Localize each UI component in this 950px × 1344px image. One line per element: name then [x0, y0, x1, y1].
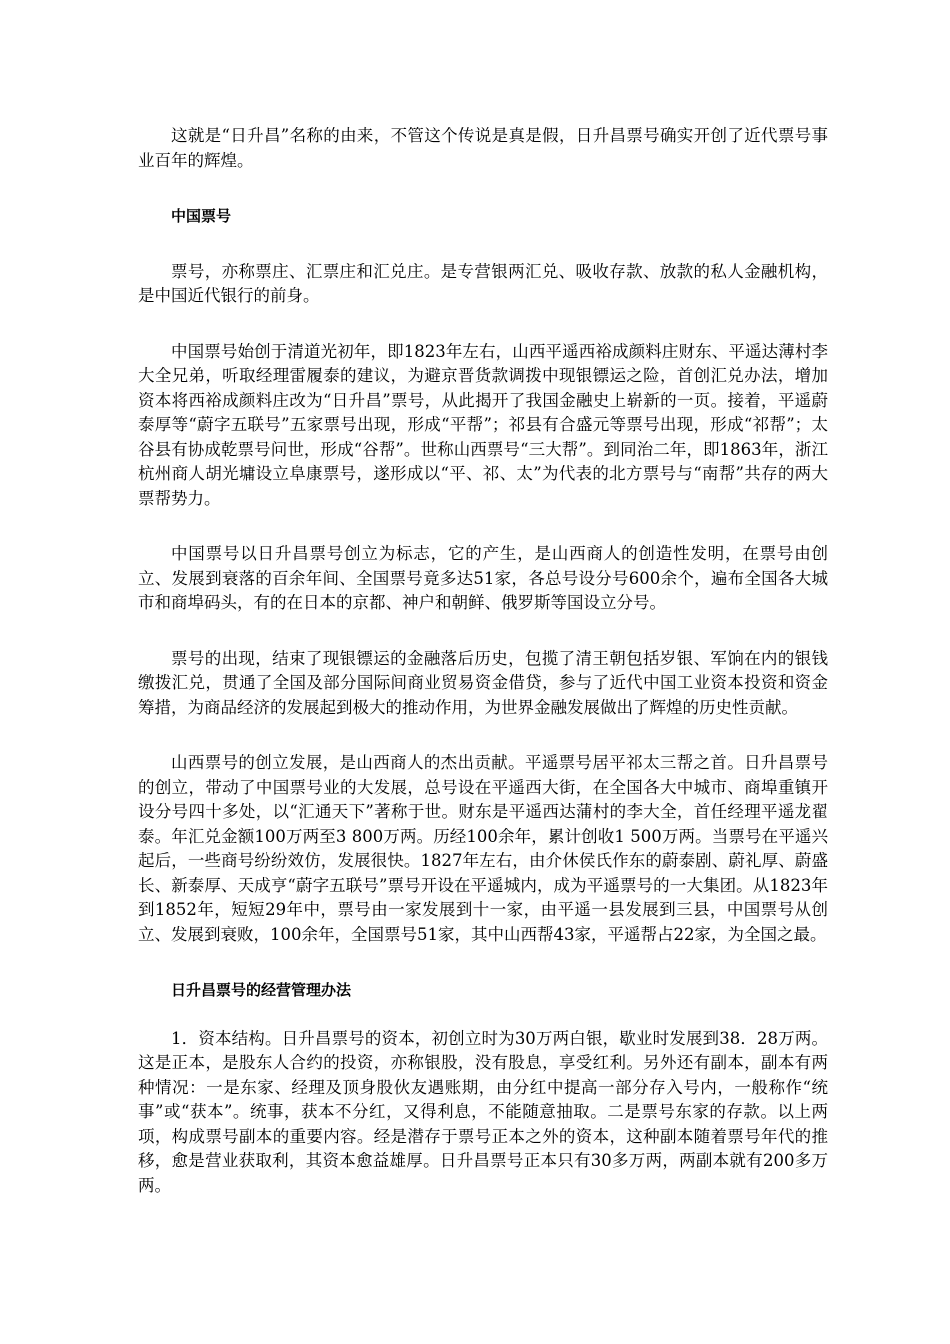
body-paragraph: 1．资本结构。日升昌票号的资本，初创立时为30万两白银，歇业时发展到38．28万两。这是正本，是股东人合约的投资，亦称银股，没有股息，享受红利。另外还有副本，副本有两种情况：一是东家、经理及顶身股伙友遇账期，由分红中提高一部分存入号内，一般称作“统事”或“获本”。统事，获本不分红，又得利息，不能随意抽取。二是票号东家的存款。以上两项，构成票号副本的重要内容。经是潜存于票号正本之外的资本，这种副本随着票号年代的推移，愈是营业获取利，其资本愈益雄厚。日升昌票号正本只有30多万两，两副本就有200多万两。 — [138, 1028, 828, 1195]
body-paragraph: 山西票号的创立发展，是山西商人的杰出贡献。平遥票号居平祁太三帮之首。日升昌票号的创立，带动了中国票号业的大发展，总号设在平遥西大街，在全国各大中城市、商埠重镇开设分号四十多处，以“汇通天下”著称于世。财东是平遥西达蒲村的李大全，首任经理平遥龙翟泰。年汇兑金额100万两至3 800万两。历经100余年，累计创收1 500万两。当票号在平遥兴起后，一些商号纷纷效仿，发展很快。1827年左右，由介休侯氏作东的蔚泰剧、蔚礼厚、蔚盛长、新泰厚、天成亨“蔚字五联号”票号开设在平遥城内，成为平遥票号的一大集团。从1823年到1852年，短短29年中，票号由一家发展到十一家，由平遥一县发展到三县，中国票号从创立、发展到衰败，100余年，全国票号51家，其中山西帮43家，平遥帮占22家，为全国之最。 — [138, 753, 828, 944]
paragraph-gap — [138, 229, 828, 260]
paragraph-gap — [138, 1003, 828, 1027]
intro-paragraph: 这就是“日升昌”名称的由来，不管这个传说是真是假，日升昌票号确实开创了近代票号事业百年的辉煌。 — [138, 126, 828, 170]
paragraph-gap — [138, 616, 828, 647]
body-paragraph: 中国票号以日升昌票号创立为标志，它的产生，是山西商人的创造性发明，在票号由创立、发展到衰落的百余年间、全国票号竟多达51家，各总号设分号600余个，遍布全国各大城市和商埠码头，有的在日本的京都、神户和朝鲜、俄罗斯等国设立分号。 — [138, 544, 828, 612]
paragraph-gap — [138, 309, 828, 340]
body-paragraph: 中国票号始创于清道光初年，即1823年左右，山西平遥西裕成颜料庄财东、平遥达薄村李大全兄弟，听取经理雷履泰的建议，为避京晋货款调拨中现银镖运之险，首创汇兑办法，增加资本将西裕成颜料庄改为“日升昌”票号，从此揭开了我国金融史上崭新的一页。接着，平遥蔚泰厚等“蔚字五联号”五家票号出现，形成“平帮”；祁县有合盛元等票号出现，形成“祁帮”；太谷县有协成乾票号问世，形成“谷帮”。世称山西票号“三大帮”。到同治二年，即1863年，浙江杭州商人胡光墉设立阜康票号，遂形成以“平、祁、太”为代表的北方票号与“南帮”共存的两大票帮势力。 — [138, 341, 828, 508]
body-paragraph: 票号的出现，结束了现银镖运的金融落后历史，包揽了清王朝包括岁银、军饷在内的银钱缴拨汇兑，贯通了全国及部分国际间商业贸易资金借贷，参与了近代中国工业资本投资和资金筹措，为商品经济的发展起到极大的推动作用，为世界金融发展做出了辉煌的历史性贡献。 — [138, 648, 828, 717]
body-paragraph: 票号，亦称票庄、汇票庄和汇兑庄。是专营银两汇兑、吸收存款、放款的私人金融机构，是中国近代银行的前身。 — [138, 261, 828, 305]
paragraph-gap — [138, 511, 828, 542]
section-heading-chinese-piaohao: 中国票号 — [171, 207, 232, 225]
paragraph-gap — [138, 720, 828, 751]
paragraph-gap — [138, 173, 828, 204]
paragraph-gap — [138, 947, 828, 978]
document-page — [138, 124, 828, 1198]
section-heading-management: 日升昌票号的经营管理办法 — [171, 981, 352, 999]
